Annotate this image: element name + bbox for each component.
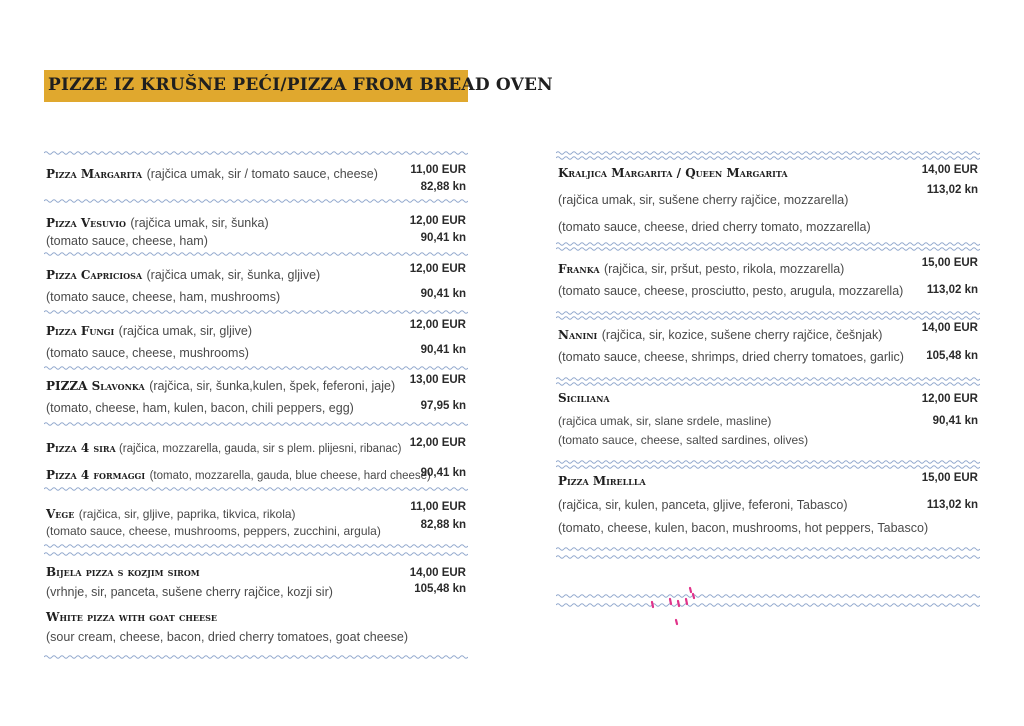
wave-divider xyxy=(44,486,468,492)
item-name: Pizza Fungi xyxy=(46,324,115,338)
item-name: Pizza 4 sira xyxy=(46,441,116,455)
wave-divider xyxy=(44,251,468,257)
price-eur: 15,00 EUR xyxy=(921,472,978,484)
item-name: Pizza Capriciosa xyxy=(46,268,143,282)
wave-divider xyxy=(556,546,980,552)
price-eur: 12,00 EUR xyxy=(409,263,466,275)
item-description: (rajčica, sir, šunka,kulen, špek, feferoni, jaje) xyxy=(149,379,396,393)
item-description: (rajčica, sir, kozice, sušene cherry rajčice, češnjak) xyxy=(601,328,883,342)
item-description: (rajčica, sir, kulen, panceta, gljive, feferoni, Tabasco) xyxy=(558,498,848,512)
price-eur: 12,00 EUR xyxy=(409,215,466,227)
price-kn: 90,41 kn xyxy=(420,467,466,479)
price-eur: 11,00 EUR xyxy=(410,164,466,176)
item-name: Bijela pizza s kozjim sirom xyxy=(46,565,200,579)
price-kn: 113,02 kn xyxy=(926,184,978,196)
item-description-en: (tomato sauce, cheese, salted sardines, olives) xyxy=(558,433,809,447)
item-description-en: (tomato sauce, cheese, ham) xyxy=(46,234,208,248)
wave-divider xyxy=(556,464,980,470)
price-kn: 90,41 kn xyxy=(420,344,466,356)
section-title: PIZZE IZ KRUŠNE PEĆI/PIZZA FROM BREAD OVEN xyxy=(48,75,553,95)
item-name: Franka xyxy=(558,262,600,276)
item-description-en: (tomato sauce, cheese, mushrooms) xyxy=(46,346,249,360)
item-name: Siciliana xyxy=(558,391,610,405)
wave-divider xyxy=(556,554,980,560)
price-kn: 82,88 kn xyxy=(420,519,466,531)
price-kn: 113,02 kn xyxy=(926,499,978,511)
item-description: (vrhnje, sir, panceta, sušene cherry rajčice, kozji sir) xyxy=(46,585,333,599)
wave-divider xyxy=(44,551,468,557)
item-name: Pizza Vesuvio xyxy=(46,216,126,230)
item-description-en: (tomato sauce, cheese, ham, mushrooms) xyxy=(46,290,281,304)
wave-divider xyxy=(44,365,468,371)
price-kn: 113,02 kn xyxy=(926,284,978,296)
price-eur: 11,00 EUR xyxy=(410,501,466,513)
item-description-en: (tomato, cheese, ham, kulen, bacon, chili peppers, egg) xyxy=(46,401,354,415)
item-description-en: (tomato, mozzarella, gauda, blue cheese, hard cheese) xyxy=(149,470,431,482)
price-kn: 90,41 kn xyxy=(932,415,978,427)
item-name-en: Pizza 4 formaggi xyxy=(46,468,146,482)
price-eur: 12,00 EUR xyxy=(409,319,466,331)
wave-divider xyxy=(556,593,980,599)
price-kn: 97,95 kn xyxy=(420,400,466,412)
item-name-en: White pizza with goat cheese xyxy=(46,610,217,624)
item-description-en: (sour cream, cheese, bacon, dried cherry tomatoes, goat cheese) xyxy=(46,630,408,644)
wave-divider xyxy=(556,381,980,387)
item-description-en: (tomato sauce, cheese, prosciutto, pesto, arugula, mozzarella) xyxy=(558,284,904,298)
price-kn: 82,88 kn xyxy=(420,181,466,193)
section-header-bar xyxy=(44,70,553,102)
price-eur: 13,00 EUR xyxy=(409,374,466,386)
wave-divider xyxy=(44,309,468,315)
item-name: Vege xyxy=(46,507,75,521)
item-description: (rajčica umak, sir / tomato sauce, cheese) xyxy=(146,167,378,181)
price-eur: 12,00 EUR xyxy=(409,437,466,449)
wave-divider xyxy=(44,198,468,204)
item-description-en: (tomato, cheese, kulen, bacon, mushrooms, hot peppers, Tabasco) xyxy=(558,521,929,535)
price-kn: 105,48 kn xyxy=(414,583,466,595)
wave-divider xyxy=(44,421,468,427)
wave-divider xyxy=(556,602,980,608)
decorative-flourish-icon xyxy=(640,584,700,628)
item-description-en: (tomato sauce, cheese, shrimps, dried cherry tomatoes, garlic) xyxy=(558,350,904,364)
item-description: (rajčica, mozzarella, gauda, sir s plem. plijesni, ribanac) xyxy=(118,443,402,455)
price-eur: 15,00 EUR xyxy=(921,257,978,269)
wave-divider xyxy=(44,150,468,156)
wave-divider xyxy=(44,654,468,660)
item-description: (rajčica umak, sir, gljive) xyxy=(118,324,253,338)
item-name: Pizza Mirellla xyxy=(558,474,646,488)
wave-divider xyxy=(44,543,468,549)
item-description: (rajčica umak, sir, sušene cherry rajčice, mozzarella) xyxy=(558,193,849,207)
wave-divider xyxy=(556,246,980,252)
item-description-en: (tomato sauce, cheese, mushrooms, peppers, zucchini, argula) xyxy=(46,524,381,538)
item-description-en: (tomato sauce, cheese, dried cherry tomato, mozzarella) xyxy=(558,220,871,234)
item-description: (rajčica umak, sir, šunka, gljive) xyxy=(146,268,321,282)
price-eur: 14,00 EUR xyxy=(409,567,466,579)
item-description: (rajčica, sir, pršut, pesto, rikola, mozzarella) xyxy=(603,262,845,276)
price-kn: 90,41 kn xyxy=(420,232,466,244)
price-kn: 105,48 kn xyxy=(926,350,978,362)
price-kn: 90,41 kn xyxy=(420,288,466,300)
item-name: Nanini xyxy=(558,328,598,342)
item-description: (rajčica umak, sir, slane srdele, masline) xyxy=(558,414,772,428)
item-description: (rajčica, sir, gljive, paprika, tikvica, rikola) xyxy=(78,507,296,521)
wave-divider xyxy=(556,155,980,161)
price-eur: 12,00 EUR xyxy=(921,393,978,405)
wave-divider xyxy=(556,315,980,321)
item-description: (rajčica umak, sir, šunka) xyxy=(130,216,269,230)
item-name: PIZZA Slavonka xyxy=(46,379,145,393)
item-name: Pizza Margarita xyxy=(46,167,143,181)
price-eur: 14,00 EUR xyxy=(921,164,978,176)
price-eur: 14,00 EUR xyxy=(921,322,978,334)
item-name: Kraljica Margarita / Queen Margarita xyxy=(558,166,788,180)
